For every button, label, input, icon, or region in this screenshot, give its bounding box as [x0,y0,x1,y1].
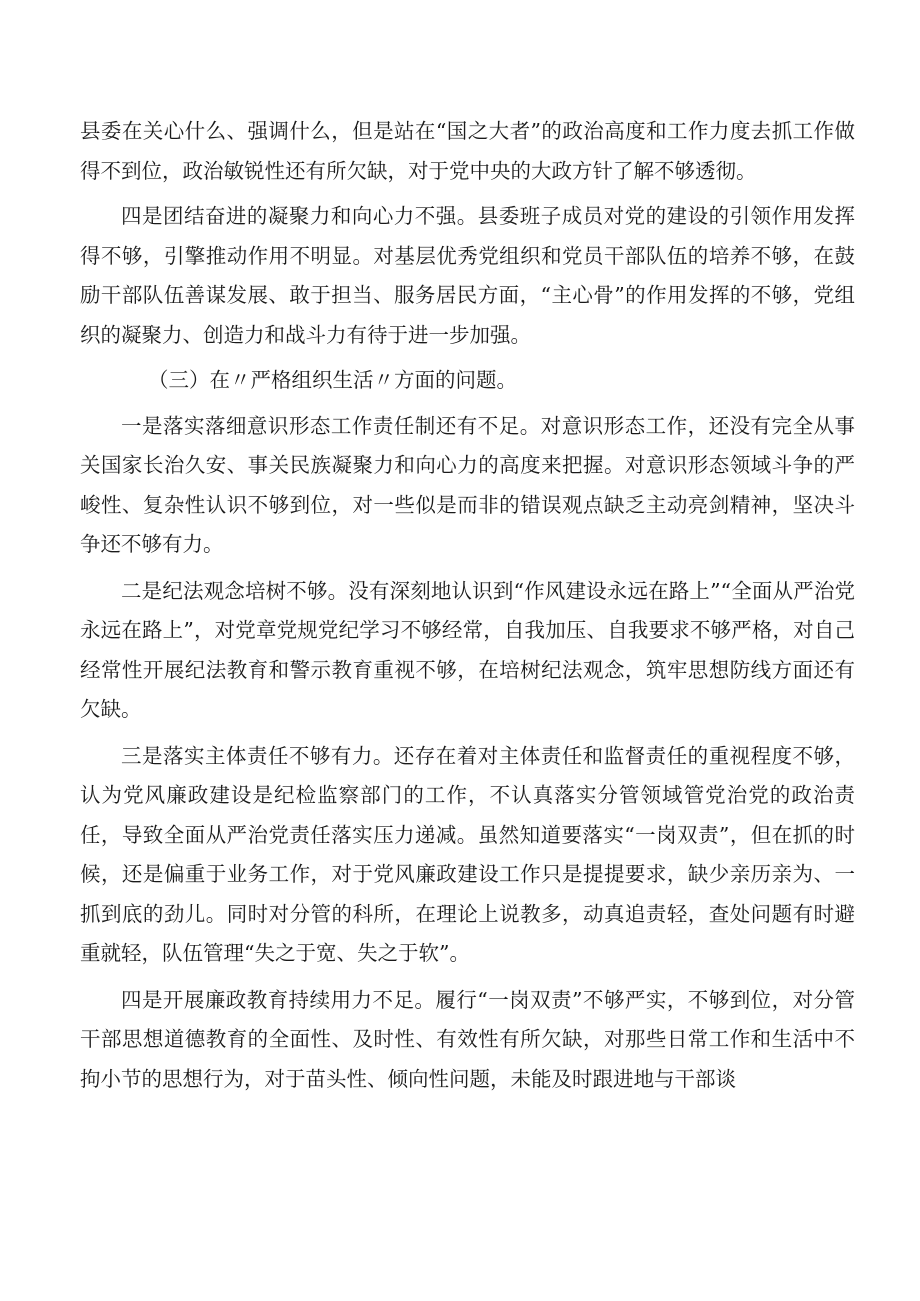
section-heading-organization-life: （三）在〃严格组织生活〃方面的问题。 [148,368,517,392]
paragraph-integrity-education: 四是开展廉政教育持续用力不足。履行“一岗双责”不够严实，不够到位，对分管干部思想道德教育的全面性、及时性、有效性有所欠缺，对那些日常工作和生活中不拘小节的思想行为，对于苗头性、倾向性问题，未能及时跟进地与干部谈 [80,987,855,1091]
document-body [80,112,855,1099]
paragraph-discipline-law: 二是纪法观念培树不够。没有深刻地认识到“作风建设永远在路上”“全面从严治党永远在路上”，对党章党规党纪学习不够经常，自我加压、自我要求不够严格，对自己经常性开展纪法教育和警示教育重视不够，在培树纪法观念，筑牢思想防线方面还有欠缺。 [80,578,855,721]
paragraph-main-responsibility: 三是落实主体责任不够有力。还存在着对主体责任和监督责任的重视程度不够，认为党风廉政建设是纪检监察部门的工作，不认真落实分管领域管党治党的政治责任，导致全面从严治党责任落实压力递减。虽然知道要落实“一岗双责”，但在抓的时候，还是偏重于业务工作，对于党风廉政建设工作只是提提要求，缺少亲历亲为、一抓到底的劲儿。同时对分管的科所，在理论上说教多，动真追责轻，查处问题有时避重就轻，队伍管理“失之于宽、失之于软”。 [80,743,855,965]
paragraph-ideology-responsibility: 一是落实落细意识形态工作责任制还有不足。对意识形态工作，还没有完全从事关国家长治久安、事关民族凝聚力和向心力的高度来把握。对意识形态领域斗争的严峻性、复杂性认识不够到位，对一些似是而非的错误观点缺乏主动亮剑精神，坚决斗争还不够有力。 [80,413,855,556]
paragraph-continuation: 县委在关心什么、强调什么，但是站在“国之大者”的政治高度和工作力度去抓工作做得不到位，政治敏锐性还有所欠缺，对于党中央的大政方针了解不够透彻。 [80,119,855,183]
paragraph-unity-cohesion: 四是团结奋进的凝聚力和向心力不强。县委班子成员对党的建设的引领作用发挥得不够，引擎推动作用不明显。对基层优秀党组织和党员干部队伍的培养不够，在鼓励干部队伍善谋发展、敢于担当、服务居民方面，“主心骨”的作用发挥的不够，党组织的凝聚力、创造力和战斗力有待于进一步加强。 [80,204,855,347]
